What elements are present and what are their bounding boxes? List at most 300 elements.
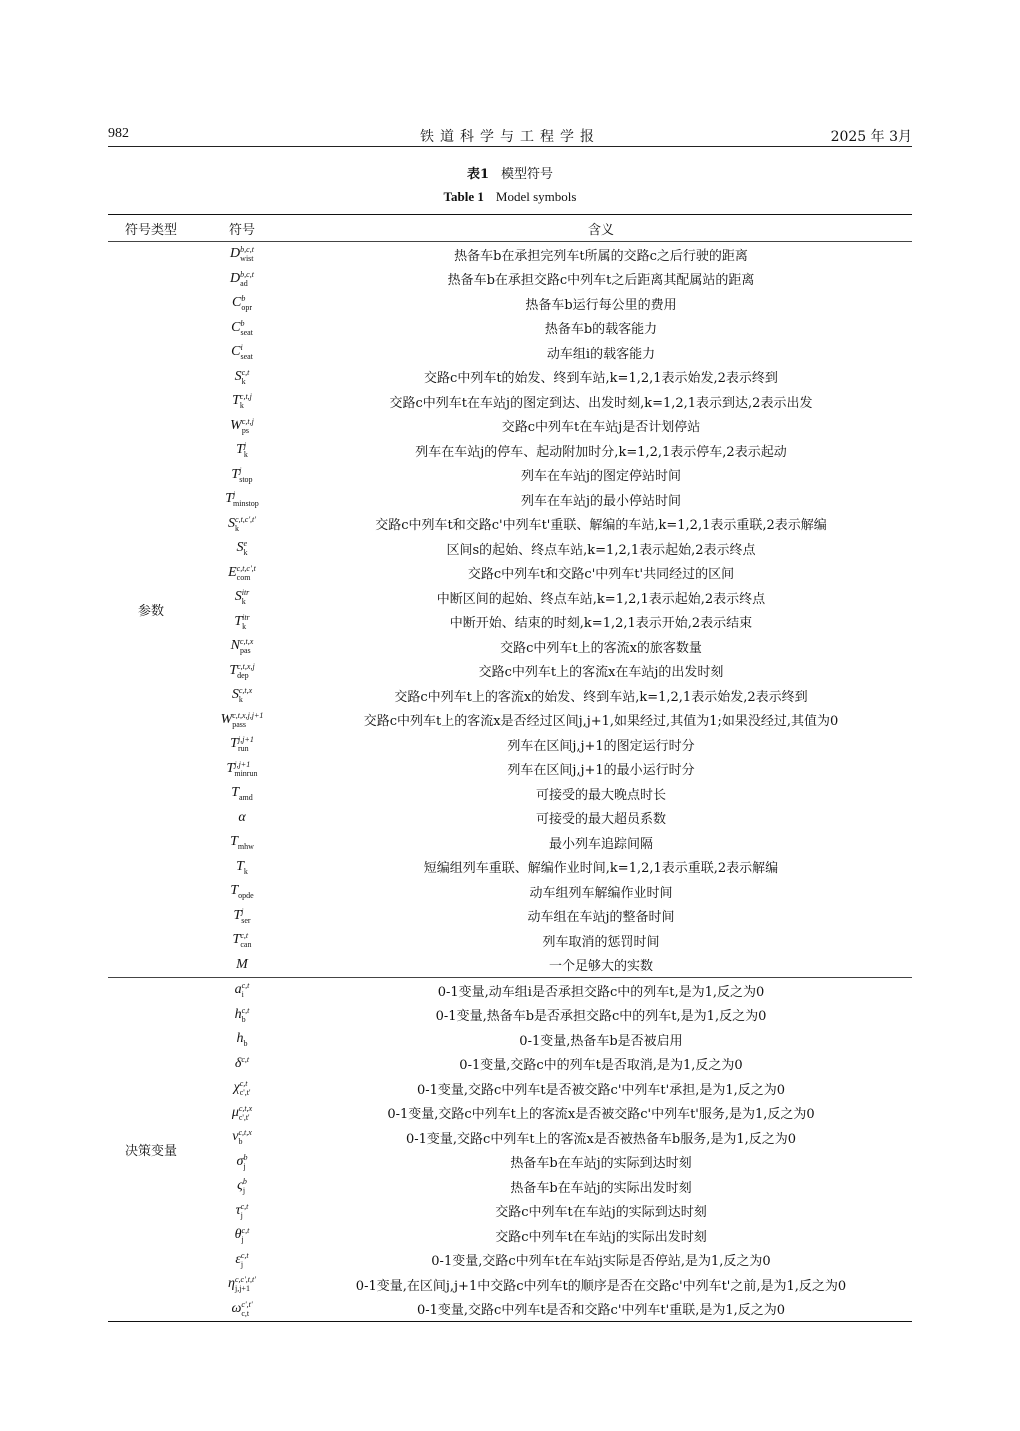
caption-label-cn: 表1 [466,167,490,182]
table-row [108,1248,912,1273]
meaning-cell: 热备车b在车站j的实际到达时刻 [510,1156,692,1172]
symbol-base: S [234,589,242,605]
table-row [108,487,912,512]
table-header-row [108,215,912,242]
page-number: 982 [108,126,129,141]
symbol-base: C [231,344,241,360]
symbol-cell [194,659,290,684]
model-symbols-table [108,214,912,1322]
symbol-cell [194,904,290,929]
symbol-superscript: c,t [241,1005,250,1015]
table-row [108,1174,912,1199]
meaning-cell: 短编组列车重联、解编作业时间,k=1,2,1表示重联,2表示解编 [423,861,779,877]
symbol-subscript: ps [241,425,249,435]
symbol-scripts [240,270,254,288]
symbol-scripts [242,1226,250,1244]
column-header-symbol: 符号 [194,215,290,242]
symbol-base: θ [234,1227,242,1243]
symbol-base: E [228,564,237,580]
symbol-subscript: j [242,1186,246,1196]
symbol-cell [194,879,290,904]
symbol-subscript: k [243,866,248,876]
symbol-scripts [235,515,256,533]
symbol-subscript: opde [238,891,254,901]
symbol-superscript: itr [241,588,250,598]
symbol-base: S [231,687,239,703]
symbol-scripts [242,981,250,999]
table-row [108,879,912,904]
meaning-cell: 0-1变量,在区间j,j+1中交路c中列车t的顺序是否在交路c'中列车t'之前,是为1,反之为0 [355,1278,847,1294]
symbol-base: S [234,368,242,384]
symbol-scripts [241,1202,249,1220]
symbol-base: h [236,1031,244,1047]
symbol-superscript [238,833,254,842]
symbol-base: h [234,1006,242,1022]
symbol-base: C [231,319,241,335]
symbol-scripts [240,931,251,949]
symbol-scripts [239,784,253,802]
symbol-cell [194,316,290,341]
symbol-base: σ [236,1153,244,1169]
caption-title-en: Model symbols [495,189,577,204]
meaning-cell: 动车组i的载客能力 [546,346,656,362]
symbol-superscript: c,t [241,1226,250,1236]
table-row [108,512,912,537]
table-row [108,855,912,880]
symbol-subscript: can [240,940,252,950]
table-row [108,806,912,831]
symbol-base: T [232,932,241,948]
symbol-cell [194,1101,290,1126]
meaning-cell: 区间s的起始、终点车站,k=1,2,1表示起始,2表示终点 [446,542,756,558]
symbol-superscript: j,j+1 [234,759,251,769]
symbol-cell [194,830,290,855]
symbol-cell [194,683,290,708]
symbol-superscript: c,t,x,j,j+1 [232,710,264,720]
symbol-superscript [244,1030,248,1039]
table-row [108,928,912,953]
symbol-base: D [230,246,241,262]
symbol-subscript: run [237,744,249,754]
symbol-cell [194,1027,290,1052]
symbol-cell [194,978,290,1003]
symbol-subscript: c,t [241,1308,250,1318]
meaning-cell: 动车组在车站j的整备时间 [527,910,675,926]
symbol-cell [194,610,290,635]
symbol-scripts [240,245,254,263]
table-row [108,267,912,292]
table-row [108,830,912,855]
table-row [108,316,912,341]
symbol-base: D [230,270,241,286]
symbol-subscript: c',t' [238,1112,250,1122]
meaning-cell: 0-1变量,热备车b是否承担交路c中的列车t,是为1,反之为0 [435,1009,767,1025]
symbol-superscript: c,t [241,1054,250,1064]
symbol-subscript [241,1064,249,1073]
symbol-scripts [240,637,253,655]
symbol-type-cell: 决策变量 [108,978,194,1322]
symbol-scripts [240,319,252,337]
column-header-type: 符号类型 [108,215,194,242]
symbol-subscript: b [241,1014,246,1024]
table-row [108,757,912,782]
meaning-cell: 交路c中列车t上的客流x的始发、终到车站,k=1,2,1表示始发,2表示终到 [394,689,808,705]
meaning-cell: 列车在区间j,j+1的图定运行时分 [507,738,695,754]
table-row [108,1199,912,1224]
meaning-cell: 交路c中列车t在车站j的实际到达时刻 [495,1205,707,1221]
table-row [108,1027,912,1052]
symbol-cell [194,365,290,390]
column-header-meaning: 含义 [290,215,912,242]
symbol-superscript: c,t,j [241,416,254,426]
table-row [108,561,912,586]
meaning-cell: 交路c中列车t的始发、终到车站,k=1,2,1表示始发,2表示终到 [424,371,778,387]
issue-date: 2025 年 3月 [830,129,912,145]
symbol-scripts [240,1079,251,1097]
symbol-scripts [241,1300,252,1318]
symbol-superscript: b,c,t [240,269,254,279]
symbol-base: τ [235,1202,241,1218]
symbol-scripts [240,343,252,361]
symbol-subscript: ad [240,278,248,288]
symbol-cell [194,634,290,659]
symbol-superscript: b,c,t [240,245,254,255]
symbol-superscript: c,t,x [238,1103,253,1113]
symbol-superscript: c,t,x [240,637,254,647]
symbol-subscript: opr [241,303,252,313]
symbol-superscript: b [242,1177,247,1187]
table-row [108,1297,912,1322]
table-row [108,1272,912,1297]
symbol-base: T [231,785,239,801]
symbol-cell [194,340,290,365]
symbol-superscript [238,882,254,891]
meaning-cell: 0-1变量,热备车b是否被启用 [519,1033,683,1049]
symbol-base: a [234,982,242,998]
symbol-superscript: c',t' [241,1299,253,1309]
meaning-cell: 交路c中列车t和交路c'中列车t'共同经过的区间 [467,567,735,583]
symbol-cell [194,414,290,439]
symbol-scripts [232,711,263,729]
symbol-subscript: dep [237,670,249,680]
meaning-cell: 0-1变量,交路c中列车t上的客流x是否被热备车b服务,是为1,反之为0 [405,1131,797,1147]
meaning-cell: 列车在车站j的最小停站时间 [520,493,682,509]
symbol-subscript: k [242,621,247,631]
symbol-base: T [230,834,238,850]
symbol-subscript: b [238,1137,243,1147]
meaning-cell: 热备车b在承担交路c中列车t之后距离其配属站的距离 [447,273,755,289]
table-caption-cn [0,163,1020,182]
symbol-base: T [225,491,233,507]
symbol-subscript: i [241,990,244,1000]
symbol-scripts [242,368,250,386]
table-caption-en [0,189,1020,205]
symbol-cell [194,1125,290,1150]
symbol-superscript: c,t [239,1079,248,1089]
symbol-superscript: b [241,294,246,304]
meaning-cell: 热备车b的载客能力 [544,322,658,338]
symbol-subscript: j [240,1259,244,1269]
symbol-cell [194,953,290,978]
table-row [108,1003,912,1028]
table-row [108,1125,912,1150]
symbol-superscript: j,j+1 [237,735,254,745]
symbol-base: T [233,907,242,923]
symbol-scripts [241,1251,249,1269]
symbol-superscript: c,c',t,t' [234,1275,256,1285]
table-row [108,708,912,733]
meaning-cell: 可接受的最大晚点时长 [535,787,666,803]
meaning-cell: 交路c中列车t在车站j的实际出发时刻 [495,1229,707,1245]
symbol-base: ε [235,1251,241,1267]
symbol-scripts [244,539,248,557]
meaning-cell: 0-1变量,动车组i是否承担交路c中的列车t,是为1,反之为0 [290,978,912,1003]
symbol-superscript: j [241,906,244,916]
symbol-scripts [244,858,248,876]
symbol-superscript: c,t,c',t [236,563,256,573]
symbol-superscript: j [233,490,236,500]
symbol-cell [194,561,290,586]
symbol-base: T [236,442,244,458]
meaning-cell: 列车在车站j的停车、起动附加时分,k=1,2,1表示停车,2表示起动 [415,444,787,460]
symbol-base: W [230,417,242,433]
table-row [108,953,912,978]
table-row [108,732,912,757]
meaning-cell: 交路c中列车t在车站j的图定到达、出发时刻,k=1,2,1表示到达,2表示出发 [389,395,813,411]
symbol-base: μ [231,1104,239,1120]
symbol-superscript: j [239,465,242,475]
symbol-subscript: pas [240,646,251,656]
table-row [108,610,912,635]
table-row [108,340,912,365]
table-row [108,1150,912,1175]
symbol-cell [194,389,290,414]
table-row [108,463,912,488]
symbol-base: ν [232,1129,239,1145]
meaning-cell: 交路c中列车t和交路c'中列车t'重联、解编的车站,k=1,2,1表示重联,2表示解编 [375,518,827,534]
symbol-subscript: minrun [234,768,258,778]
table-row [108,1101,912,1126]
table-row [108,1223,912,1248]
symbol-superscript: itr [242,612,250,622]
symbol-scripts [237,564,256,582]
symbol-cell [194,1052,290,1077]
symbol-scripts [243,1153,247,1171]
symbol-subscript: mhw [237,842,254,852]
symbol-base: W [220,711,233,727]
meaning-cell: 0-1变量,交路c中列车t是否被交路c'中列车t'承担,是为1,反之为0 [416,1082,786,1098]
symbol-scripts [242,417,254,435]
symbol-subscript: minstop [233,499,259,509]
symbol-cell [194,1199,290,1224]
meaning-cell: 列车取消的惩罚时间 [542,934,660,950]
symbol-cell [194,1076,290,1101]
symbol-type-cell: 参数 [137,604,164,619]
meaning-cell: 一个足够大的实数 [548,959,653,975]
symbol-cell [194,781,290,806]
symbol-superscript: c,t [240,1201,249,1211]
table-row [108,438,912,463]
symbol-superscript: c,t,j [239,392,252,402]
symbol-cell [194,536,290,561]
symbol-superscript: b [243,1152,248,1162]
symbol-cell [194,1272,290,1297]
symbol-cell [194,463,290,488]
meaning-cell: 热备车b在车站j的实际出发时刻 [510,1180,692,1196]
symbol-cell [194,512,290,537]
table-row [108,291,912,316]
table-row [108,389,912,414]
symbol-subscript: j,j+1 [234,1284,250,1294]
symbol-cell [194,708,290,733]
symbol-subscript: k [243,548,248,558]
table-row [108,365,912,390]
symbol-base: T [231,466,240,482]
symbol-subscript: com [236,572,251,582]
symbol-scripts [235,1275,256,1293]
symbol-scripts [239,1104,252,1122]
symbol-cell [194,267,290,292]
table-row [108,536,912,561]
symbol-cell [194,928,290,953]
symbol-superscript: c,t,x [238,1128,252,1138]
journal-title: 铁道科学与工程学报 [420,129,600,145]
meaning-cell: 交路c中列车t上的客流x是否经过区间j,j+1,如果经过,其值为1;如果没经过,其值为0 [363,714,839,730]
meaning-cell: 中断开始、结束的时刻,k=1,2,1表示开始,2表示结束 [449,616,753,632]
symbol-base: T [226,760,235,776]
symbol-scripts [238,833,254,851]
table-row [108,904,912,929]
symbol-superscript: c,t,x,j [237,661,255,671]
symbol-superscript: c,t,c',t' [235,514,256,524]
symbol-scripts [238,735,254,753]
symbol-superscript: c,t [240,1250,249,1260]
symbol-superscript: c,t [241,367,250,377]
symbol-cell [194,732,290,757]
symbol-subscript: seat [240,327,253,337]
symbol-cell [194,855,290,880]
symbol-cell [194,438,290,463]
caption-label-en: Table 1 [443,189,484,204]
symbol-scripts [238,1128,251,1146]
meaning-cell: 动车组列车解编作业时间 [529,885,673,901]
meaning-cell: 0-1变量,交路c中列车t在车站j实际是否停站,是为1,反之为0 [431,1254,771,1270]
table-row [108,683,912,708]
symbol-cell [194,1150,290,1175]
symbol-cell [194,806,290,831]
table-row [108,781,912,806]
symbol-cell [194,291,290,316]
symbol-superscript [244,858,248,867]
table-body [108,242,912,1322]
table-row [108,659,912,684]
symbol-scripts [239,686,252,704]
table-row [108,414,912,439]
symbol-base: M [236,956,248,972]
symbol-subscript: seat [240,352,253,362]
symbol-scripts [244,441,248,459]
meaning-cell: 列车在车站j的图定停站时间 [520,469,682,485]
symbol-cell [194,1297,290,1322]
table-row [108,585,912,610]
symbol-subscript: wist [240,254,254,264]
symbol-cell [194,585,290,610]
symbol-subscript: k [235,523,240,533]
symbol-base: α [238,809,246,825]
symbol-superscript: b [240,318,245,328]
meaning-cell: 可接受的最大超员系数 [535,812,666,828]
symbol-scripts [242,588,250,606]
symbol-scripts [244,1030,248,1048]
meaning-cell: 0-1变量,交路c中的列车t是否取消,是为1,反之为0 [459,1058,743,1074]
symbol-superscript [239,784,253,793]
table-row [108,1076,912,1101]
meaning-cell: 热备车b运行每公里的费用 [525,297,677,313]
symbol-superscript: j [243,441,247,451]
symbol-base: T [230,736,238,752]
symbol-subscript: k [241,376,246,386]
symbol-scripts [241,294,252,312]
meaning-cell: 交路c中列车t上的客流x的旅客数量 [500,640,702,656]
symbol-scripts [241,907,250,925]
symbol-subscript: amd [239,793,253,803]
symbol-scripts [239,466,252,484]
symbol-scripts [242,1006,250,1024]
meaning-cell: 交路c中列车t在车站j是否计划停站 [501,420,701,436]
meaning-cell: 0-1变量,交路c中列车t是否和交路c'中列车t'重联,是为1,反之为0 [416,1303,786,1319]
symbol-base: T [234,613,243,629]
symbol-base: χ [233,1080,240,1096]
symbol-base: T [232,393,240,409]
meaning-cell: 0-1变量,交路c中列车t上的客流x是否被交路c'中列车t'服务,是为1,反之为0 [387,1107,815,1123]
symbol-cell [194,487,290,512]
symbol-superscript: c,t,x [238,686,253,696]
meaning-cell: 交路c中列车t上的客流x在车站j的出发时刻 [478,665,724,681]
symbol-cell [194,1003,290,1028]
symbol-scripts [233,490,259,508]
running-header [108,126,912,147]
symbol-cell [194,1248,290,1273]
symbol-subscript: b [243,1039,248,1049]
symbol-subscript: k [241,597,246,607]
symbol-scripts [238,882,254,900]
symbol-base: S [228,515,236,531]
symbol-subscript: k [238,695,243,705]
symbol-subscript: j [241,1235,244,1245]
meaning-cell: 热备车b在承担完列车t所属的交路c之后行驶的距离 [454,248,748,264]
table-row [108,1052,912,1077]
symbol-subscript: pass [232,719,247,729]
symbol-subscript: k [239,401,244,411]
symbol-subscript: c',t' [239,1088,251,1098]
caption-title-cn: 模型符号 [501,167,554,182]
symbol-scripts [234,760,257,778]
symbol-base: T [229,662,238,678]
symbol-base: ω [231,1300,242,1316]
meaning-cell: 最小列车追踪间隔 [548,836,653,852]
symbol-superscript: i [240,343,243,353]
symbol-base: δ [234,1055,242,1071]
symbol-base: C [231,295,242,311]
symbol-cell [194,1223,290,1248]
symbol-subscript: j [240,1210,243,1220]
symbol-scripts [242,613,250,631]
symbol-scripts [237,662,255,680]
symbol-base: T [230,883,239,899]
symbol-scripts [240,392,252,410]
symbol-cell [194,757,290,782]
symbol-subscript: j [243,1161,246,1171]
